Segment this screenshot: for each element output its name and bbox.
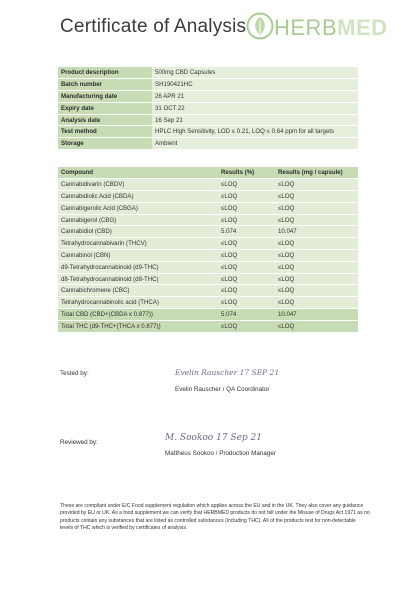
info-label: Expiry date bbox=[58, 102, 152, 114]
compound-cell: d9-Tetrahydrocannabinoid (d9-THC) bbox=[58, 261, 218, 273]
percent-cell: ≤LOQ bbox=[218, 214, 275, 226]
mg-cell: ≤LOQ bbox=[275, 320, 358, 332]
table-row bbox=[58, 297, 358, 309]
info-label: Analysis date bbox=[58, 114, 152, 126]
tested-by-name: Evelin Rauscher / QA Coordinator bbox=[175, 386, 270, 393]
percent-cell: ≤LOQ bbox=[218, 297, 275, 309]
percent-cell: ≤LOQ bbox=[218, 179, 275, 191]
compound-cell: Cannabigerolic Acid (CBGA) bbox=[58, 202, 218, 214]
info-value: SH190421HC bbox=[152, 79, 358, 91]
percent-cell: ≤LOQ bbox=[218, 238, 275, 250]
percent-cell: Results (%) bbox=[218, 167, 275, 179]
info-value: 16 Sep 21 bbox=[152, 114, 358, 126]
total-row bbox=[58, 320, 358, 332]
table-row bbox=[58, 261, 358, 273]
results-header-row bbox=[58, 167, 358, 179]
mg-cell: ≤LOQ bbox=[275, 273, 358, 285]
info-label: Batch number bbox=[58, 79, 152, 91]
compound-cell: Total THC (d9-THC+(THCA x 0.877)) bbox=[58, 320, 218, 332]
percent-cell: ≤LOQ bbox=[218, 273, 275, 285]
mg-cell: ≤LOQ bbox=[275, 250, 358, 262]
mg-cell: ≤LOQ bbox=[275, 238, 358, 250]
info-label: Product description bbox=[58, 67, 152, 79]
product-info-row bbox=[58, 79, 358, 91]
table-row bbox=[58, 285, 358, 297]
tested-signature: Evelin Rauscher 17 SEP 21 bbox=[175, 368, 280, 377]
reviewed-signature: M. Sookoo 17 Sep 21 bbox=[165, 433, 262, 443]
info-value: HPLC High Sensitivity, LOD ≤ 0.21, LOQ ≤ 0.64 ppm for all targets bbox=[152, 126, 358, 138]
compound-cell: Tetrahydrocannabinolic acid (THCA) bbox=[58, 297, 218, 309]
brand-logo bbox=[246, 11, 392, 43]
compound-cell: Cannabidivarin (CBDV) bbox=[58, 179, 218, 191]
compound-cell: Cannabidiolic Acid (CBDA) bbox=[58, 191, 218, 203]
compound-cell: Cannabidiol (CBD) bbox=[58, 226, 218, 238]
mg-cell: 10.047 bbox=[275, 309, 358, 321]
percent-cell: ≤LOQ bbox=[218, 250, 275, 262]
mg-cell: ≤LOQ bbox=[275, 297, 358, 309]
compound-cell: Cannabinol (CBN) bbox=[58, 250, 218, 262]
mg-cell: ≤LOQ bbox=[275, 285, 358, 297]
page-title: Certificate of Analysis bbox=[60, 16, 247, 37]
table-row bbox=[58, 214, 358, 226]
compound-cell: Cannabigerol (CBG) bbox=[58, 214, 218, 226]
product-info-row bbox=[58, 67, 358, 79]
product-info-row bbox=[58, 91, 358, 103]
table-row bbox=[58, 250, 358, 262]
info-value: Ambient bbox=[152, 138, 358, 150]
percent-cell: ≤LOQ bbox=[218, 202, 275, 214]
percent-cell: 5.074 bbox=[218, 309, 275, 321]
info-value: 26 APR 21 bbox=[152, 91, 358, 103]
mg-cell: Results (mg / capsule) bbox=[275, 167, 358, 179]
product-info-row bbox=[58, 138, 358, 150]
compound-cell: Total CBD (CBD+(CBDA x 0.877)) bbox=[58, 309, 218, 321]
tested-by-label: Tested by: bbox=[60, 370, 89, 377]
mg-cell: ≤LOQ bbox=[275, 179, 358, 191]
mg-cell: ≤LOQ bbox=[275, 202, 358, 214]
info-label: Test method bbox=[58, 126, 152, 138]
percent-cell: ≤LOQ bbox=[218, 261, 275, 273]
table-row bbox=[58, 202, 358, 214]
table-row bbox=[58, 179, 358, 191]
compound-cell: Cannabichromene (CBC) bbox=[58, 285, 218, 297]
mg-cell: 10.047 bbox=[275, 226, 358, 238]
reviewed-by-name: Mattheus Sookoo / Production Manager bbox=[165, 450, 276, 457]
compound-cell: Tetrahydrocannabivarin (THCV) bbox=[58, 238, 218, 250]
table-row bbox=[58, 191, 358, 203]
info-label: Storage bbox=[58, 138, 152, 150]
percent-cell: 5.074 bbox=[218, 226, 275, 238]
product-info-row bbox=[58, 102, 358, 114]
product-info-row bbox=[58, 114, 358, 126]
percent-cell: ≤LOQ bbox=[218, 320, 275, 332]
reviewed-by-label: Reviewed by: bbox=[60, 439, 98, 446]
total-row bbox=[58, 309, 358, 321]
compound-cell: d8-Tetrahydrocannabinoid (d8-THC) bbox=[58, 273, 218, 285]
percent-cell: ≤LOQ bbox=[218, 285, 275, 297]
info-value: 500mg CBD Capsules bbox=[152, 67, 358, 79]
disclaimer-text: These are compliant under E/C Food supplement regulation which applies across the EU and in the UK. They also cover any guidance provided by EU or UK. As a food supplement we can verify that HERBMED products do not fall under the Misuse of Drugs Act 1971 as no products contain any substances that are listed as controlled substances (including THC). All of the products test for non-detectable levels of THC which is verified by certificates of analysis. bbox=[60, 503, 370, 532]
results-table bbox=[58, 167, 358, 333]
table-row bbox=[58, 238, 358, 250]
brand-wordmark: HERBMED bbox=[274, 15, 388, 40]
leaf-circle-icon bbox=[246, 12, 274, 40]
product-info-row bbox=[58, 126, 358, 138]
mg-cell: ≤LOQ bbox=[275, 261, 358, 273]
product-info-table bbox=[58, 67, 358, 150]
compound-cell: Compound bbox=[58, 167, 218, 179]
mg-cell: ≤LOQ bbox=[275, 191, 358, 203]
info-value: 31 OCT 22 bbox=[152, 102, 358, 114]
mg-cell: ≤LOQ bbox=[275, 214, 358, 226]
table-row bbox=[58, 273, 358, 285]
percent-cell: ≤LOQ bbox=[218, 191, 275, 203]
info-label: Manufacturing date bbox=[58, 91, 152, 103]
table-row bbox=[58, 226, 358, 238]
